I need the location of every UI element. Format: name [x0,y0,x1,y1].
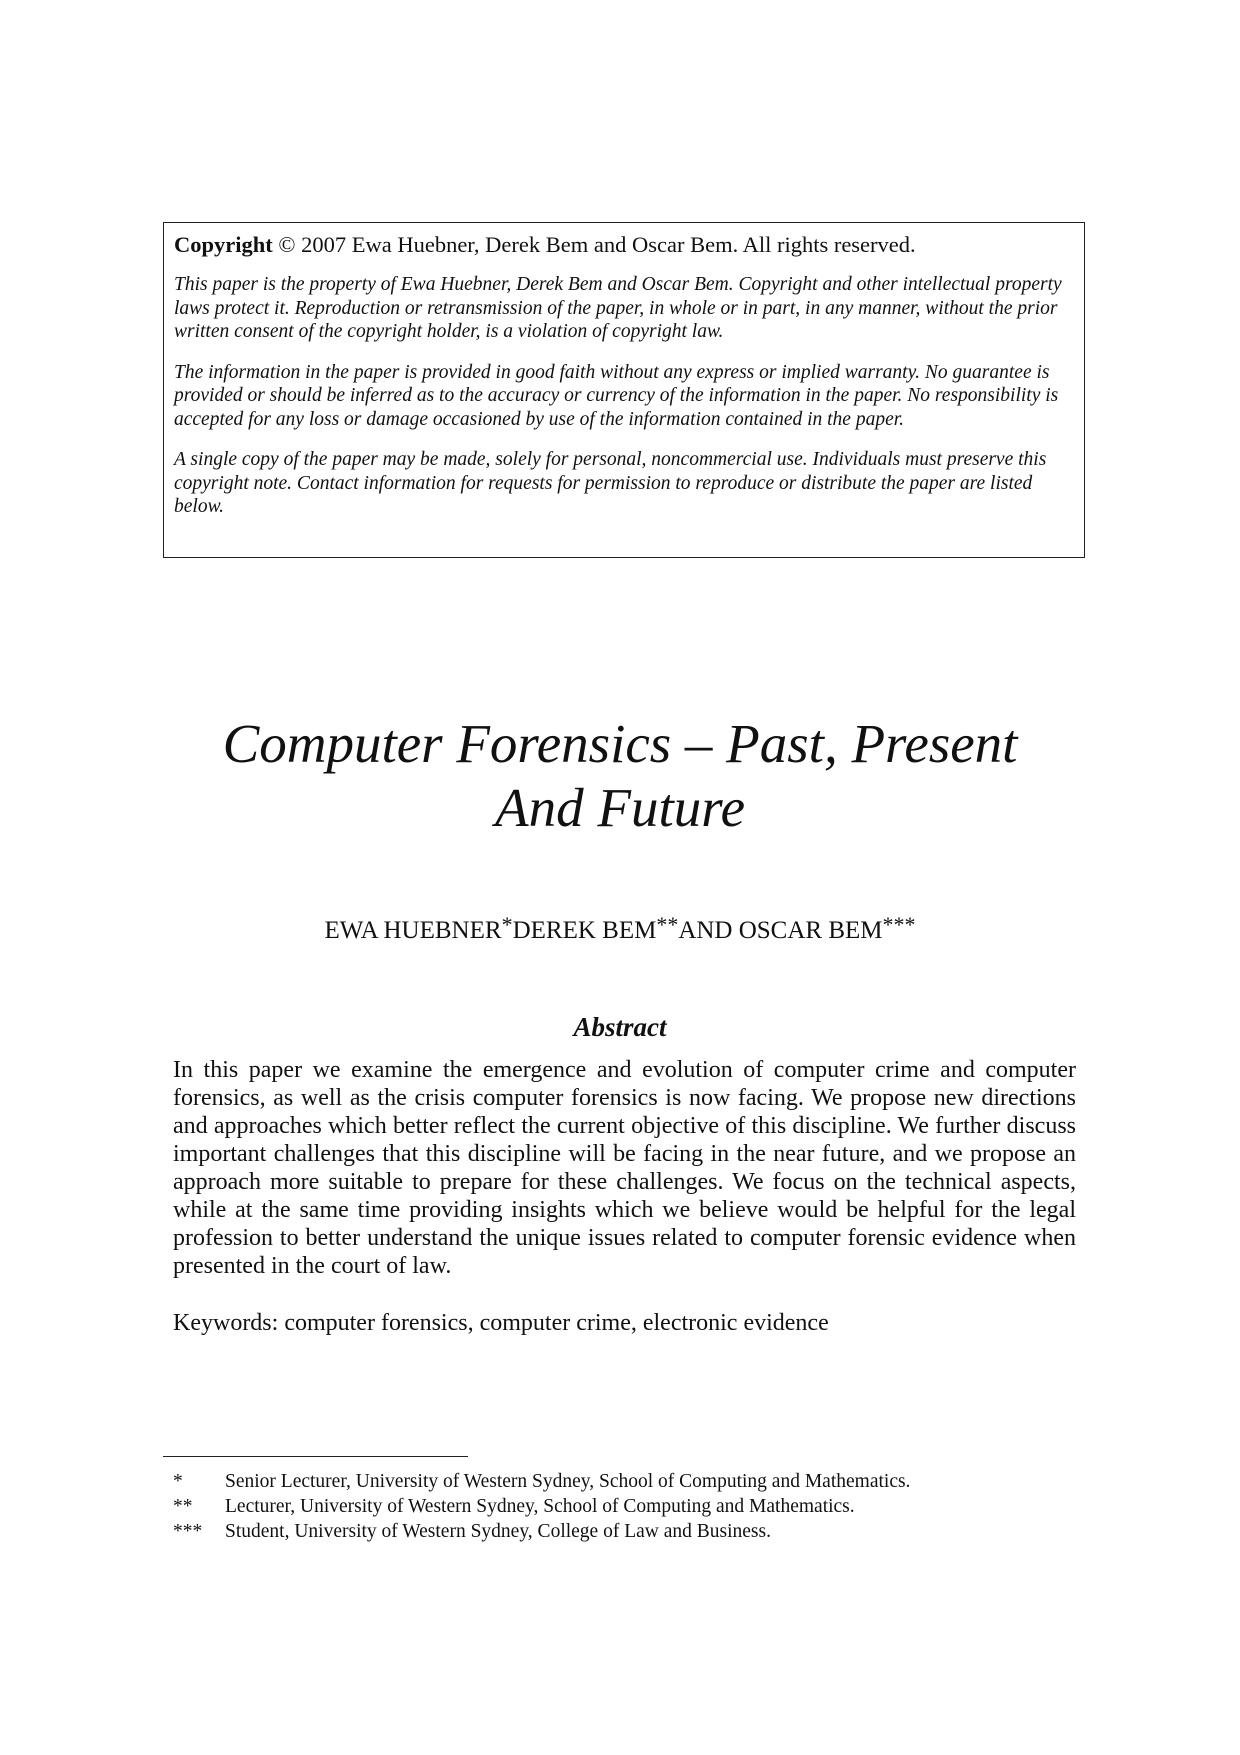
author-name: DEREK BEM [512,917,657,944]
footnote-separator [163,1456,468,1457]
footnote [173,1495,855,1519]
author-footnote-mark: *** [882,912,916,937]
abstract-heading: Abstract [573,1012,667,1042]
copyright-label: Copyright [174,232,273,257]
footnote [173,1520,771,1544]
copyright-line [174,231,1074,259]
title-line-1: Computer Forensics – Past, Present [222,713,1018,774]
footnote-text: Student, University of Western Sydney, College of Law and Business. [225,1521,771,1542]
footnote-text: Senior Lecturer, University of Western Sydney, School of Computing and Mathematics. [225,1471,911,1492]
footnote-mark: * [173,1471,183,1492]
usage-paragraph: A single copy of the paper may be made, solely for personal, noncommercial use. Individuals must preserve this copyright note. Contact information for requests for permission to reproduce or distribute the paper are listed below. [174,449,1047,517]
author-footnote-mark: * [501,912,513,937]
footnote-mark: *** [173,1521,203,1542]
title-line-2: And Future [495,777,745,838]
paper-title [120,712,1120,840]
footnote-mark: ** [173,1496,193,1517]
copyright-paragraph: This paper is the property of Ewa Huebner, Derek Bem and Oscar Bem. Copyright and other intellectual property laws protect it. Reproduction or retransmission of the paper, in whole or in part, in any manner, without the prior written consent of the copyright holder, is a violation of copyright law. [174,274,1062,342]
disclaimer-paragraph: The information in the paper is provided in good faith without any express or implied warranty. No guarantee is provided or should be inferred as to the accuracy or currency of the information in the paper. No responsibility is accepted for any loss or damage occasioned by use of the information contained in the paper. [174,361,1059,430]
keywords: Keywords: computer forensics, computer crime, electronic evidence [173,1310,829,1336]
copyright-notice-box [163,222,1085,558]
author-footnote-mark: ** [656,912,679,937]
author-list [120,912,1120,945]
author-name: AND OSCAR BEM [678,917,883,944]
author-name: EWA HUEBNER [324,917,502,944]
footnote-text: Lecturer, University of Western Sydney, School of Computing and Mathematics. [225,1496,855,1517]
copyright-text: © 2007 Ewa Huebner, Derek Bem and Oscar Bem. All rights reserved. [278,232,916,257]
abstract-body: In this paper we examine the emergence and evolution of computer crime and computer forensics, as well as the crisis computer forensics is now facing. We propose new directions and approaches which better reflect the current objective of this discipline. We further discuss important challenges that this discipline will be facing in the near future, and we propose an approach more suitable to prepare for these challenges. We focus on the technical aspects, while at the same time providing insights which we believe would be helpful for the legal profession to better understand the unique issues related to computer forensic evidence when presented in the court of law. [173,1057,1076,1279]
footnote [173,1470,910,1494]
